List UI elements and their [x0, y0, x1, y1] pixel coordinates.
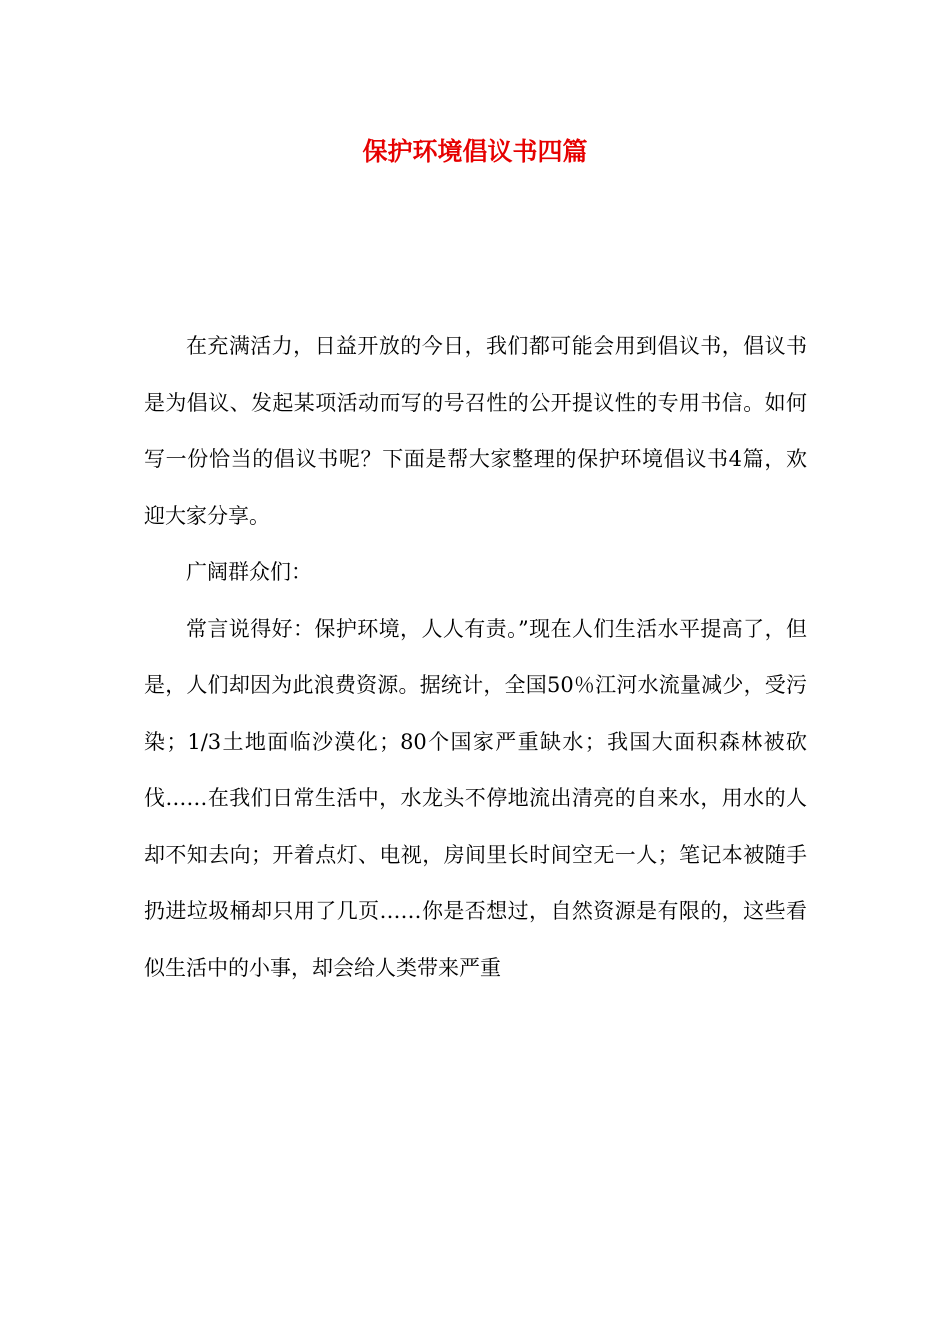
paragraph-salutation: 广阔群众们：	[186, 560, 312, 584]
document-title: 保护环境倡议书四篇	[362, 137, 588, 166]
paragraph-intro: 在充满活力，日益开放的今日，我们都可能会用到倡议书，倡议书是为倡议、发起某项活动而写的号召性的公开提议性的专用书信。如何写一份恰当的倡议书呢？下面是帮大家整理的保护环境倡议书4篇，欢迎大家分享。	[144, 334, 807, 528]
document-body	[144, 318, 807, 996]
paragraph-main: 常言说得好：保护环境，人人有责。”现在人们生活水平提高了，但是，人们却因为此浪费资源。据统计，全国50％江河水流量减少，受污染；1/3土地面临沙漠化；80个国家严重缺水；我国大面积森林被砍伐……在我们日常生活中，水龙头不停地流出清亮的自来水，用水的人却不知去向；开着点灯、电视，房间里长时间空无一人；笔记本被随手扔进垃圾桶却只用了几页……你是否想过，自然资源是有限的，这些看似生活中的小事，却会给人类带来严重	[144, 616, 807, 980]
